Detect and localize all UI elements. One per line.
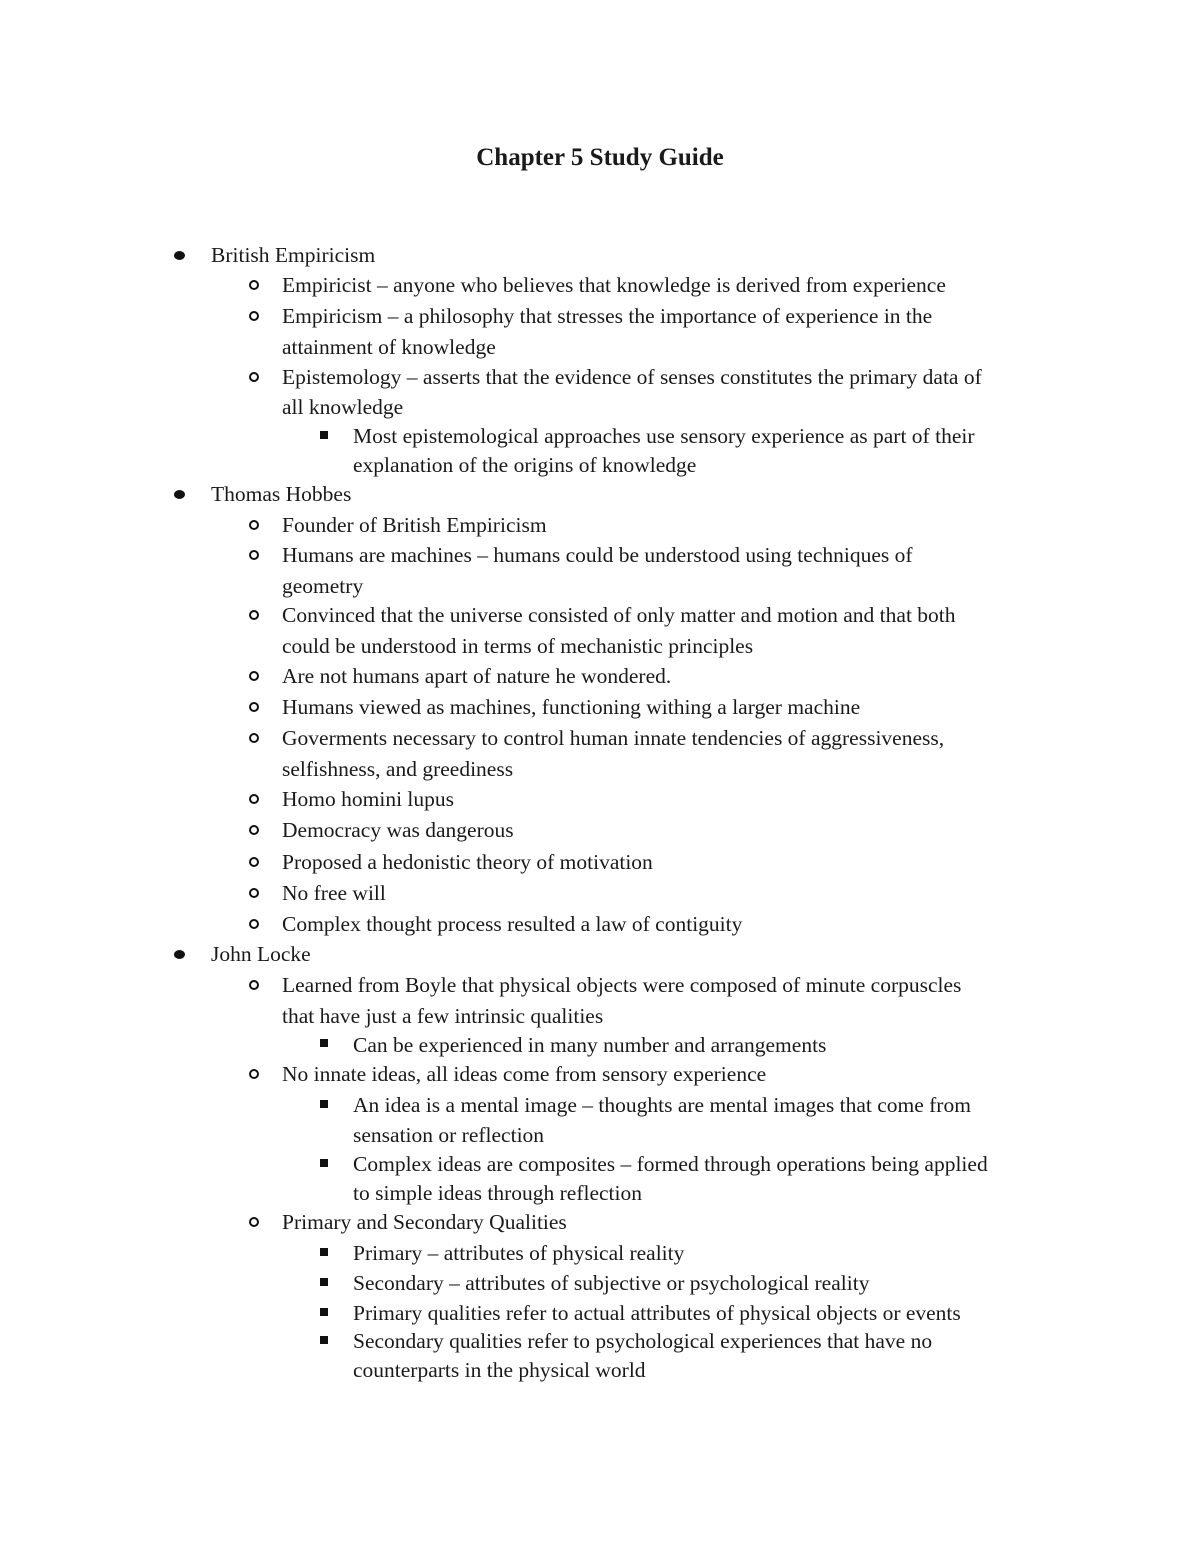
list-item: Humans viewed as machines, functioning withing a larger machine bbox=[282, 695, 861, 719]
sub-list-item: Complex ideas are composites – formed through operations being applied bbox=[353, 1152, 988, 1176]
circle-bullet-icon bbox=[249, 733, 259, 743]
circle-bullet-icon bbox=[249, 702, 259, 712]
list-item-continuation: attainment of knowledge bbox=[282, 335, 496, 359]
square-bullet-icon bbox=[320, 1308, 328, 1316]
bullet-icon bbox=[174, 950, 185, 959]
list-item-continuation: that have just a few intrinsic qualities bbox=[282, 1004, 604, 1028]
section-heading: British Empiricism bbox=[211, 243, 376, 267]
list-item: Are not humans apart of nature he wondered. bbox=[282, 664, 672, 688]
circle-bullet-icon bbox=[249, 372, 259, 382]
circle-bullet-icon bbox=[249, 980, 259, 990]
list-item: Goverments necessary to control human innate tendencies of aggressiveness, bbox=[282, 726, 945, 750]
list-item: Epistemology – asserts that the evidence of senses constitutes the primary data of bbox=[282, 365, 982, 389]
list-item: No free will bbox=[282, 881, 386, 905]
sub-list-item: An idea is a mental image – thoughts are mental images that come from bbox=[353, 1093, 971, 1117]
square-bullet-icon bbox=[320, 1159, 328, 1167]
list-item: Complex thought process resulted a law of contiguity bbox=[282, 912, 743, 936]
bullet-icon bbox=[174, 251, 185, 260]
list-item: No innate ideas, all ideas come from sensory experience bbox=[282, 1062, 767, 1086]
circle-bullet-icon bbox=[249, 888, 259, 898]
list-item-continuation: all knowledge bbox=[282, 395, 404, 419]
section-heading: Thomas Hobbes bbox=[211, 482, 352, 506]
square-bullet-icon bbox=[320, 1278, 328, 1286]
sub-list-item: Can be experienced in many number and arrangements bbox=[353, 1033, 827, 1057]
sub-list-item: Secondary qualities refer to psychological experiences that have no bbox=[353, 1329, 933, 1353]
list-item: Founder of British Empiricism bbox=[282, 513, 547, 537]
circle-bullet-icon bbox=[249, 1217, 259, 1227]
circle-bullet-icon bbox=[249, 1069, 259, 1079]
list-item-continuation: geometry bbox=[282, 574, 364, 598]
square-bullet-icon bbox=[320, 431, 328, 439]
circle-bullet-icon bbox=[249, 857, 259, 867]
list-item: Learned from Boyle that physical objects were composed of minute corpuscles bbox=[282, 973, 962, 997]
circle-bullet-icon bbox=[249, 280, 259, 290]
circle-bullet-icon bbox=[249, 610, 259, 620]
list-item-continuation: could be understood in terms of mechanistic principles bbox=[282, 634, 754, 658]
list-item: Convinced that the universe consisted of only matter and motion and that both bbox=[282, 603, 956, 627]
circle-bullet-icon bbox=[249, 311, 259, 321]
sub-list-item-continuation: sensation or reflection bbox=[353, 1123, 545, 1147]
list-item: Primary and Secondary Qualities bbox=[282, 1210, 567, 1234]
square-bullet-icon bbox=[320, 1039, 328, 1047]
square-bullet-icon bbox=[320, 1248, 328, 1256]
sub-list-item: Primary – attributes of physical reality bbox=[353, 1241, 685, 1265]
square-bullet-icon bbox=[320, 1100, 328, 1108]
square-bullet-icon bbox=[320, 1336, 328, 1344]
sub-list-item: Primary qualities refer to actual attributes of physical objects or events bbox=[353, 1301, 961, 1325]
list-item: Empiricist – anyone who believes that knowledge is derived from experience bbox=[282, 273, 946, 297]
list-item-continuation: selfishness, and greediness bbox=[282, 757, 514, 781]
circle-bullet-icon bbox=[249, 520, 259, 530]
page-title: Chapter 5 Study Guide bbox=[476, 144, 724, 171]
list-item: Democracy was dangerous bbox=[282, 818, 514, 842]
bullet-icon bbox=[174, 490, 185, 499]
circle-bullet-icon bbox=[249, 825, 259, 835]
sub-list-item: Secondary – attributes of subjective or psychological reality bbox=[353, 1271, 870, 1295]
sub-list-item-continuation: explanation of the origins of knowledge bbox=[353, 453, 697, 477]
list-item: Humans are machines – humans could be understood using techniques of bbox=[282, 543, 913, 567]
sub-list-item: Most epistemological approaches use sensory experience as part of their bbox=[353, 424, 975, 448]
circle-bullet-icon bbox=[249, 671, 259, 681]
circle-bullet-icon bbox=[249, 794, 259, 804]
sub-list-item-continuation: to simple ideas through reflection bbox=[353, 1181, 642, 1205]
sub-list-item-continuation: counterparts in the physical world bbox=[353, 1358, 646, 1382]
list-item: Empiricism – a philosophy that stresses the importance of experience in the bbox=[282, 304, 933, 328]
list-item: Homo homini lupus bbox=[282, 787, 455, 811]
list-item: Proposed a hedonistic theory of motivation bbox=[282, 850, 653, 874]
circle-bullet-icon bbox=[249, 550, 259, 560]
section-heading: John Locke bbox=[211, 942, 311, 966]
circle-bullet-icon bbox=[249, 919, 259, 929]
